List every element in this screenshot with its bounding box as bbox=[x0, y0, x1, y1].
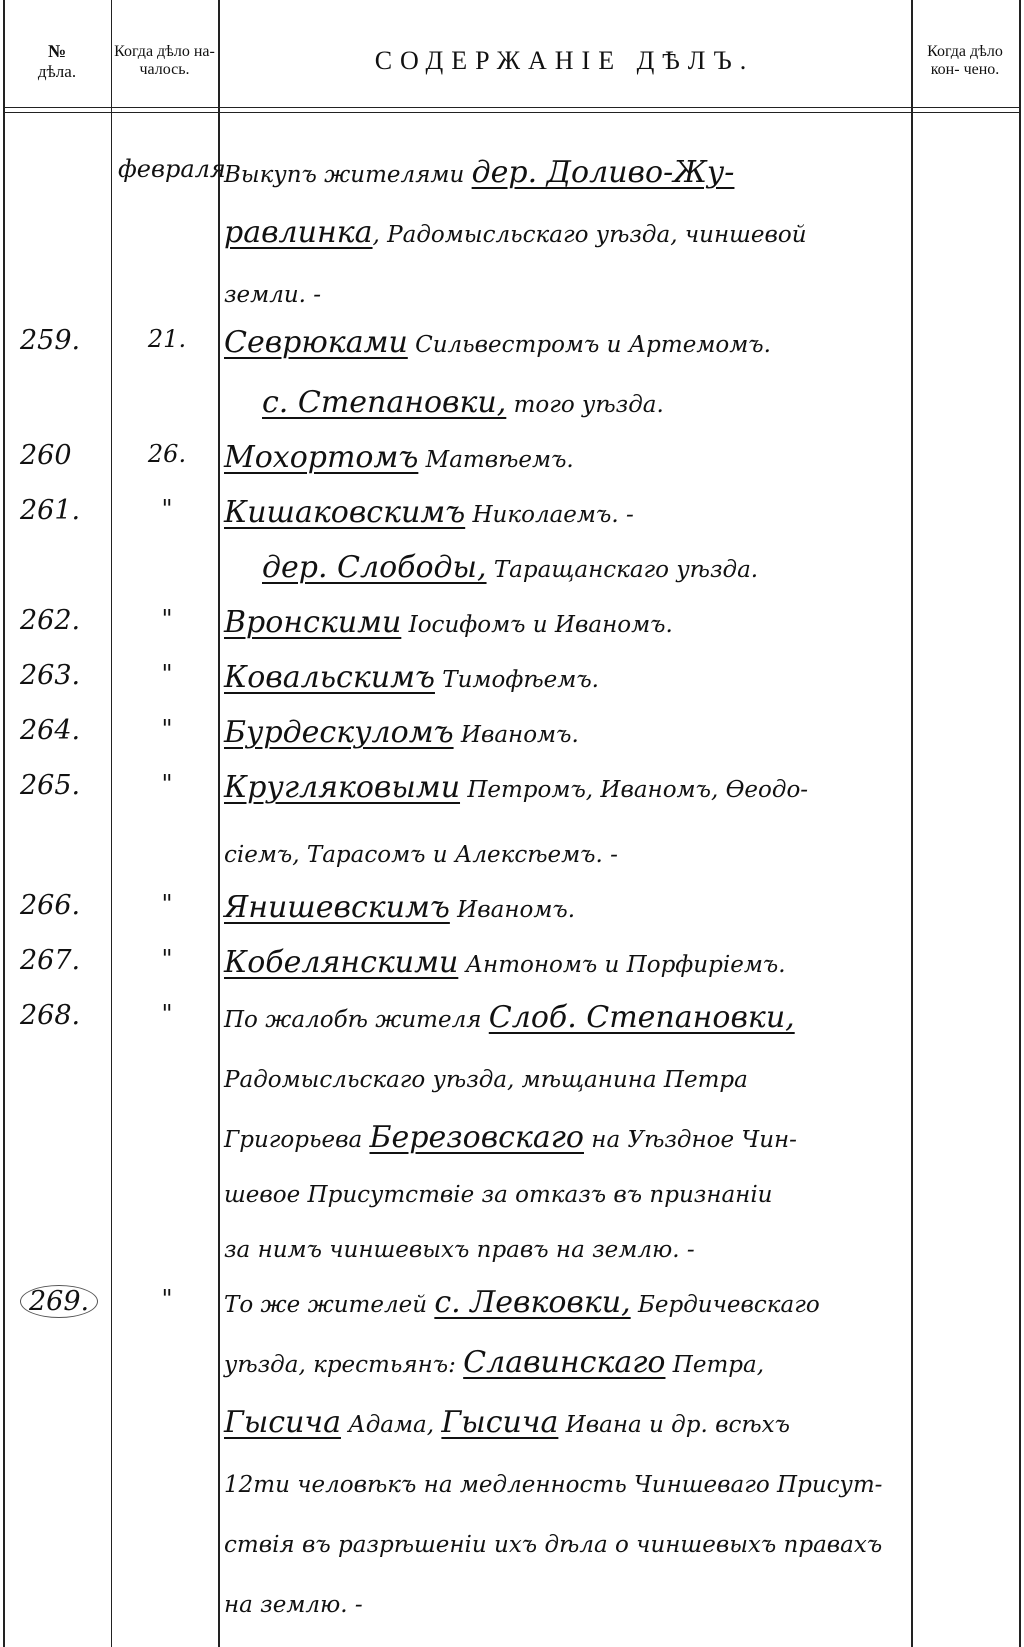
start-date: " bbox=[161, 890, 173, 918]
content-text-rest: , Радомысльскаго уѣзда, чиншевой bbox=[372, 222, 807, 248]
underlined-name: Мохортомъ bbox=[224, 440, 419, 475]
case-number: 261. bbox=[20, 495, 81, 526]
case-number: 259. bbox=[20, 325, 81, 356]
content-text-rest: Тимофѣемъ. bbox=[434, 667, 599, 693]
case-number: 264. bbox=[20, 715, 81, 746]
content-text-rest: на Уѣздное Чин- bbox=[583, 1127, 797, 1153]
start-date: 26. bbox=[147, 440, 187, 468]
start-date: " bbox=[161, 1000, 173, 1028]
case-number: 268. bbox=[20, 1000, 81, 1031]
underlined-name: Бурдескуломъ bbox=[224, 715, 454, 750]
content-text-rest: Антономъ и Порфиріемъ. bbox=[458, 952, 786, 978]
case-content bbox=[224, 890, 908, 925]
case-content bbox=[262, 385, 908, 420]
case-content bbox=[224, 495, 908, 530]
content-text-rest: Петра, bbox=[665, 1352, 765, 1378]
start-date: " bbox=[161, 605, 173, 633]
underlined-name: Янишевскимъ bbox=[224, 890, 450, 925]
header-content: СОДЕРЖАНІЕ ДѢЛЪ. bbox=[374, 46, 755, 76]
case-content bbox=[262, 550, 908, 585]
header-case-number bbox=[5, 18, 109, 104]
start-date: " bbox=[161, 660, 173, 688]
start-date: 21. bbox=[147, 325, 187, 353]
column-rule-right bbox=[1019, 0, 1021, 1647]
column-rule-num bbox=[111, 0, 112, 1647]
content-text-rest: Иваномъ. bbox=[453, 722, 579, 748]
case-content bbox=[224, 440, 908, 475]
content-text: сіемъ, Тарасомъ и Алексѣемъ. - bbox=[224, 842, 618, 868]
content-text-rest: Таращанскаго уѣзда. bbox=[486, 557, 759, 583]
case-content bbox=[224, 1060, 908, 1095]
case-content bbox=[224, 1465, 908, 1500]
content-text-rest: Адама, bbox=[340, 1412, 442, 1438]
content-text-rest: Иваномъ. bbox=[449, 897, 576, 923]
case-number: 267. bbox=[20, 945, 81, 976]
underlined-name: Вронскими bbox=[224, 605, 402, 640]
content-text: Григорьева bbox=[224, 1127, 363, 1153]
case-content bbox=[224, 275, 908, 310]
start-date: " bbox=[161, 495, 173, 523]
case-number: 260 bbox=[20, 440, 72, 471]
column-rule-left bbox=[3, 0, 5, 1647]
underlined-name: Кругляковыми bbox=[224, 770, 461, 805]
case-content bbox=[224, 1345, 908, 1380]
content-text-rest: Петромъ, Иваномъ, Өеодо- bbox=[460, 777, 809, 803]
header-rule bbox=[3, 107, 1019, 108]
case-content bbox=[224, 835, 908, 870]
header-start-date: Когда дѣло на- чалось. bbox=[114, 43, 215, 78]
case-number: 265. bbox=[20, 770, 81, 801]
content-text-rest: того уѣзда. bbox=[506, 392, 664, 418]
content-text: на землю. - bbox=[224, 1592, 363, 1618]
underlined-name: Кобелянскими bbox=[224, 945, 459, 980]
case-number: 262. bbox=[20, 605, 81, 636]
underlined-name: дер. Слободы, bbox=[262, 550, 487, 585]
header-end-date: Когда дѣло кон- чено. bbox=[927, 43, 1003, 78]
underlined-name: с. Степановки, bbox=[262, 385, 507, 420]
start-date: февраля bbox=[118, 155, 226, 183]
content-text: Радомысльскаго уѣзда, мѣщанина Петра bbox=[224, 1067, 748, 1093]
underlined-name: дер. Доливо-Жу- bbox=[471, 155, 735, 190]
header-rule-double bbox=[3, 112, 1019, 113]
content-text: То же жителей bbox=[224, 1292, 428, 1318]
content-text: земли. - bbox=[224, 282, 322, 308]
case-content bbox=[224, 1120, 908, 1155]
case-label: дѣла. bbox=[37, 61, 77, 81]
content-text: По жалобѣ жителя bbox=[224, 1007, 482, 1033]
content-text: ствія въ разрѣшеніи ихъ дѣла о чиншевыхъ правахъ bbox=[224, 1532, 883, 1558]
content-text-rest: Іосифомъ и Иваномъ. bbox=[401, 612, 673, 638]
underlined-name: Гысича bbox=[441, 1405, 559, 1440]
content-text-rest: Бердичевскаго bbox=[630, 1292, 820, 1318]
underlined-name: Севрюками bbox=[224, 325, 408, 360]
content-text: 12ти человѣкъ на медленность Чиншеваго Присут- bbox=[224, 1472, 883, 1498]
case-content bbox=[224, 1285, 908, 1320]
number-sign: № bbox=[47, 41, 67, 62]
start-date: " bbox=[161, 715, 173, 743]
content-text: шевое Присутствіе за отказъ въ признаніи bbox=[224, 1182, 773, 1208]
case-content bbox=[224, 660, 908, 695]
underlined-name: с. Левковки, bbox=[434, 1285, 631, 1320]
case-content bbox=[224, 1525, 908, 1560]
case-content bbox=[224, 325, 908, 360]
content-text: за нимъ чиншевыхъ правъ на землю. - bbox=[224, 1237, 695, 1263]
case-number: 269. bbox=[20, 1285, 98, 1318]
column-rule-content bbox=[911, 0, 913, 1647]
start-date: " bbox=[161, 770, 173, 798]
case-content bbox=[224, 945, 908, 980]
case-content bbox=[224, 770, 908, 805]
content-text-rest: Матвѣемъ. bbox=[418, 447, 574, 473]
underlined-name: Кишаковскимъ bbox=[224, 495, 466, 530]
case-content bbox=[224, 1000, 908, 1035]
content-text-rest: Ивана и др. всѣхъ bbox=[558, 1412, 790, 1438]
case-content bbox=[224, 1230, 908, 1265]
case-number: 263. bbox=[20, 660, 81, 691]
case-content bbox=[224, 215, 908, 250]
case-number: 266. bbox=[20, 890, 81, 921]
case-content bbox=[224, 1585, 908, 1620]
underlined-name: Березовскаго bbox=[369, 1120, 584, 1155]
underlined-name: равлинка bbox=[224, 215, 373, 250]
case-content bbox=[224, 155, 908, 190]
case-content bbox=[224, 1405, 908, 1440]
column-rule-start bbox=[218, 0, 220, 1647]
underlined-name: Ковальскимъ bbox=[224, 660, 435, 695]
content-text-rest: Сильвестромъ и Артемомъ. bbox=[407, 332, 771, 358]
underlined-name: Слоб. Степановки, bbox=[488, 1000, 795, 1035]
start-date: " bbox=[161, 1285, 173, 1313]
start-date: " bbox=[161, 945, 173, 973]
content-text: уѣзда, крестьянъ: bbox=[224, 1352, 456, 1378]
content-text: Выкупъ жителями bbox=[224, 162, 465, 188]
case-content bbox=[224, 605, 908, 640]
content-text-rest: Николаемъ. - bbox=[465, 502, 634, 528]
case-content bbox=[224, 715, 908, 750]
underlined-name: Славинскаго bbox=[463, 1345, 666, 1380]
case-content bbox=[224, 1175, 908, 1210]
underlined-name: Гысича bbox=[224, 1405, 341, 1440]
